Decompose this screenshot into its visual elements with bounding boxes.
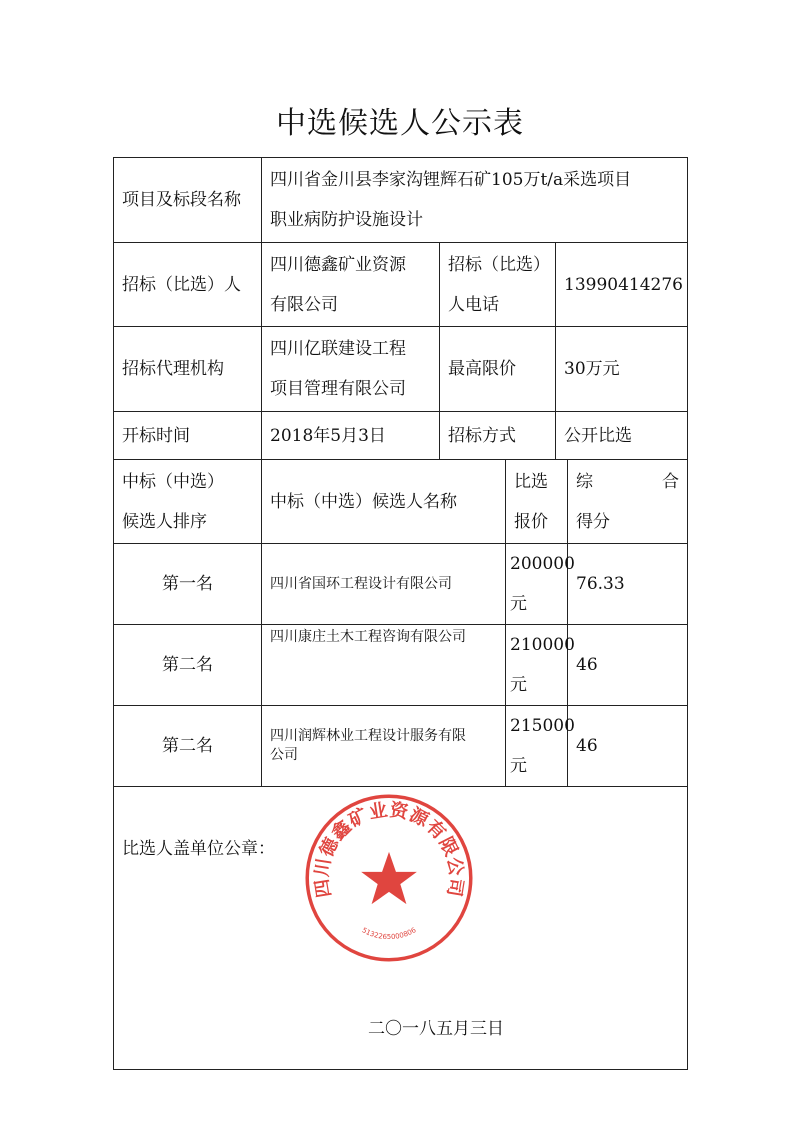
project-label: 项目及标段名称 [114,158,262,243]
candidate-name-header: 中标（中选）候选人名称 [262,460,506,544]
table-row [114,706,688,787]
project-value-line2: 职业病防护设施设计 [270,210,423,230]
project-value-line1: 四川省金川县李家沟锂辉石矿105万t/a采选项目 [270,170,632,190]
agency-name-line1: 四川亿联建设工程 [270,339,406,359]
candidate-score: 76.33 [568,544,688,625]
candidate-price: 215000元 [506,706,568,787]
signature-cell [114,787,688,1070]
table-row [114,625,688,706]
candidate-name: 四川康庄土木工程咨询有限公司 [262,625,506,706]
candidate-rank: 第一名 [114,544,262,625]
company-seal [302,791,476,965]
project-value [262,158,688,243]
score-header-line2: 得分 [576,511,610,532]
score-header-line1: 综 合 [576,471,680,492]
candidate-name-line2: 公司 [270,747,298,763]
tenderer-name-line1: 四川德鑫矿业资源 [270,254,406,275]
max-price-label: 最高限价 [440,327,556,412]
seal-label: 比选人盖单位公章： [122,839,275,859]
candidate-name: 四川省国环工程设计有限公司 [262,544,506,625]
candidate-rank: 第二名 [114,706,262,787]
table-row [114,544,688,625]
seal-text: 四川德鑫矿业资源有限公司 [311,799,467,899]
candidate-score: 46 [568,625,688,706]
seal-star-icon [361,852,417,904]
candidate-score: 46 [568,706,688,787]
candidate-name-line1: 四川润辉林业工程设计服务有限 [270,728,466,744]
opening-date: 2018年5月3日 [262,412,440,460]
candidate-name [262,706,506,787]
seal-number: 5132265000806 [360,926,418,942]
candidate-notice-table [113,157,688,1070]
candidate-price: 210000元 [506,625,568,706]
opening-label: 开标时间 [114,412,262,460]
tenderer-name [262,243,440,327]
signature-date: 二〇一八五月三日 [368,1019,504,1039]
rank-header-line1: 中标（中选） [122,471,224,492]
score-header [568,460,688,544]
tenderer-phone-label [440,243,556,327]
tenderer-phone-label-line2: 人电话 [448,294,499,315]
method-value: 公开比选 [556,412,688,460]
tenderer-phone: 13990414276 [556,243,688,327]
method-label: 招标方式 [440,412,556,460]
agency-name-line2: 项目管理有限公司 [270,379,406,399]
rank-header [114,460,262,544]
tenderer-name-line2: 有限公司 [270,294,338,315]
rank-header-line2: 候选人排序 [122,511,207,532]
candidate-rank: 第二名 [114,625,262,706]
tenderer-label: 招标（比选）人 [114,243,262,327]
agency-label: 招标代理机构 [114,327,262,412]
candidate-price: 200000元 [506,544,568,625]
tenderer-phone-label-line1: 招标（比选） [448,254,550,275]
price-header: 比选报价 [506,460,568,544]
max-price-value: 30万元 [556,327,688,412]
agency-name [262,327,440,412]
document-title: 中选候选人公示表 [276,106,524,141]
